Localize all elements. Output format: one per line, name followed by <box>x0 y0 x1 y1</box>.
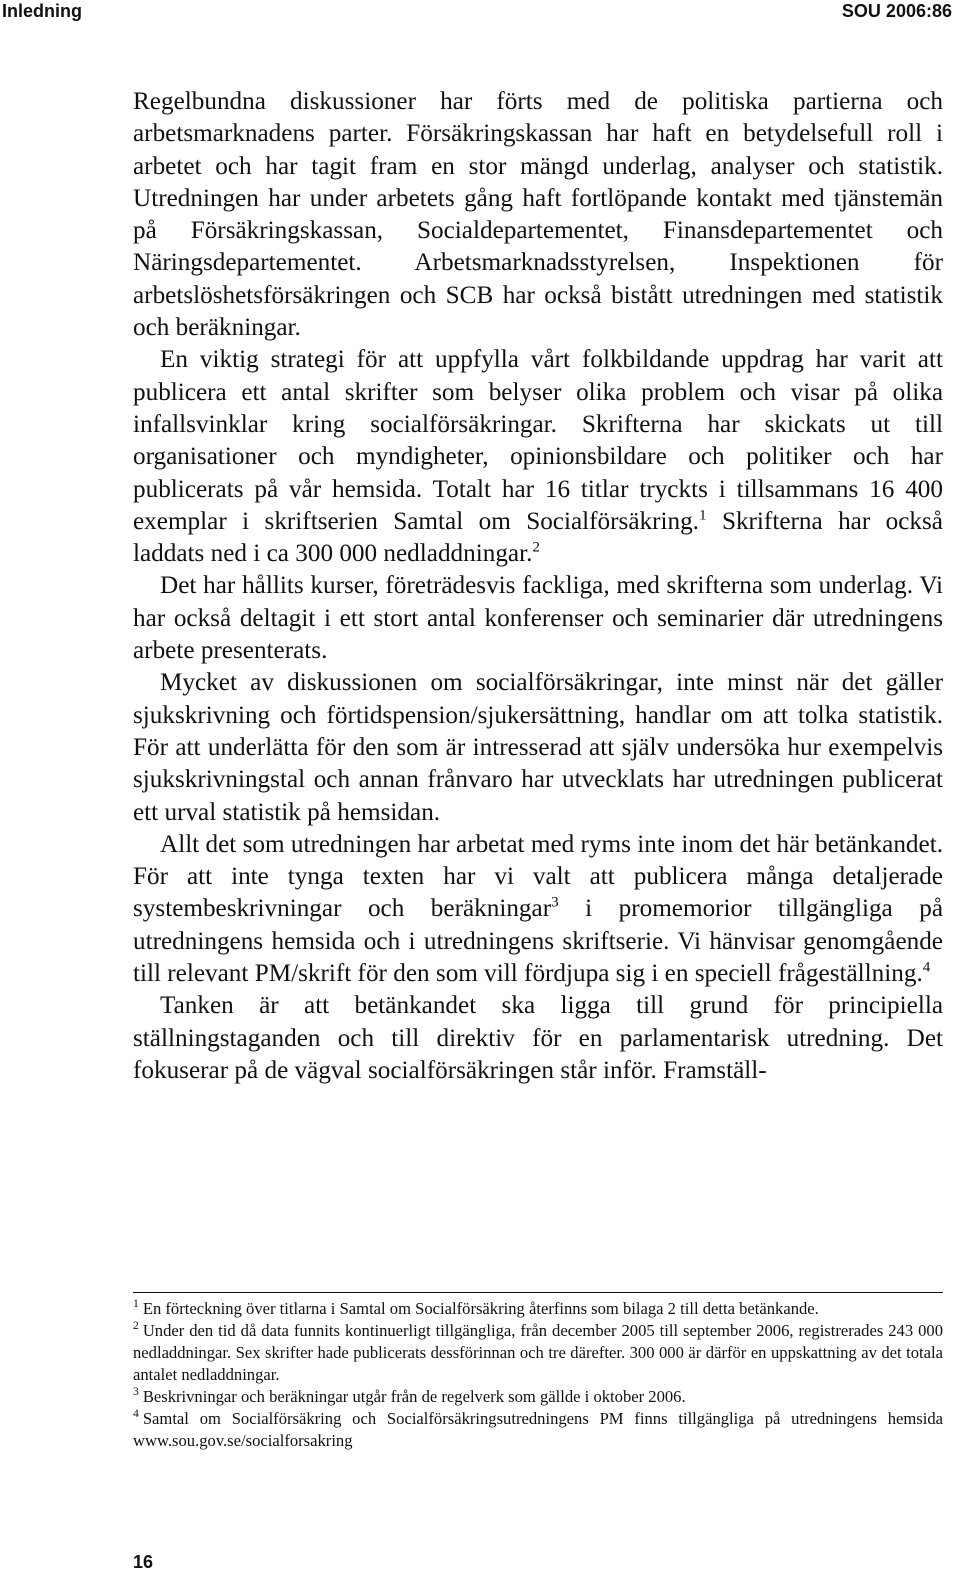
running-header <box>0 0 960 26</box>
body-text <box>133 86 943 1087</box>
paragraph-5-text-a: Allt det som utredningen har arbetat med ryms inte inom det här betänkandet. För att inte tynga texten har vi valt att publicera många detaljerade systembeskrivningar och beräkningar <box>133 830 943 923</box>
page-number: 16 <box>133 1552 154 1572</box>
paragraph-1: Regelbundna diskussioner har förts med de politiska partierna och arbetsmarknadens parter. Försäkringskassan har haft en betydelsefull roll i arbetet och har tagit fram en stor mängd underlag, analyser och statistik. Utredningen har under arbetets gång haft fortlöpande kontakt med tjänstemän på Försäkringskassan, Socialdepartementet, Finansdepartementet och Näringsdepartementet. Arbetsmarknadsstyrelsen, Inspektionen för arbetslöshetsförsäkringen och SCB har också bistått utredningen med statistik och beräkningar. <box>133 88 943 342</box>
paragraph-6: Tanken är att betänkandet ska ligga till grund för principiella ställningstaganden och till direktiv för en parlamentarisk utredning. Det fokuserar på de vägval socialförsäkringen står inför. Framställ- <box>133 992 943 1084</box>
footnote-3-text: Beskrivningar och beräkningar utgår från de regelverk som gällde i oktober 2006. <box>142 1387 686 1406</box>
paragraph-4: Mycket av diskussionen om socialförsäkringar, inte minst när det gäller sjukskrivning och förtidspension/sjukersättning, handlar om att tolka statistik. För att underlätta för den som är intresserad att själv undersöka hur exempelvis sjukskrivningstal och annan frånvaro har utvecklats har utredningen publicerat ett urval statistik på hemsidan. <box>133 669 943 826</box>
footnote-4-mark: 4 <box>133 1407 139 1421</box>
footnote-4 <box>133 1408 943 1452</box>
footnote-ref-3[interactable]: 3 <box>551 895 559 912</box>
footnote-ref-1[interactable]: 1 <box>698 507 707 524</box>
footnote-divider <box>133 1292 943 1293</box>
report-id: SOU 2006:86 <box>841 1 952 21</box>
footnote-3 <box>133 1386 943 1408</box>
footnote-4-text: Samtal om Socialförsäkring och Socialförsäkringsutredningens PM finns tillgängliga på utredningens hemsida www.sou.gov.se/socialforsakring <box>133 1409 943 1450</box>
footnote-1-text: En förteckning över titlarna i Samtal om Socialförsäkring återfinns som bilaga 2 till detta betänkande. <box>142 1299 819 1318</box>
paragraph-5-text-b: i promemorior tillgängliga på utredningens hemsida och i utredningens skriftserie. Vi hänvisar genomgående till relevant PM/skrift för den som vill fördjupa sig i en speciell frågeställning. <box>133 895 943 988</box>
footnote-ref-4[interactable]: 4 <box>922 959 931 976</box>
footnote-2-mark: 2 <box>133 1319 139 1333</box>
paragraph-3: Det har hållits kurser, företrädesvis fackliga, med skrifterna som underlag. Vi har också deltagit i ett stort antal konferenser och seminarier där utredningens arbete presenterats. <box>133 572 943 665</box>
paragraph-2 <box>133 344 943 570</box>
footnote-3-mark: 3 <box>133 1385 139 1399</box>
paragraph-5 <box>133 829 943 990</box>
footnote-ref-2[interactable]: 2 <box>532 539 540 556</box>
footnote-2-text: Under den tid då data funnits kontinuerligt tillgängliga, från december 2005 till september 2006, registrerades 243 000 nedladdningar. Sex skrifter hade publicerats dessförinnan och tre därefter. 300 000 är därför en uppskattning av det totala antalet nedladdningar. <box>133 1321 943 1384</box>
footnote-2 <box>133 1320 943 1386</box>
footnote-1-mark: 1 <box>133 1297 139 1311</box>
paragraph-2-text-a: En viktig strategi för att uppfylla vårt folkbildande uppdrag har varit att publicera ett antal skrifter som belyser olika problem och visar på olika infallsvinklar kring socialförsäkringar. Skrifterna har skickats ut till organisationer och myndigheter, opinionsbildare och politiker och har publicerats på vår hemsida. Totalt har 16 titlar tryckts i tillsammans 16 400 exemplar i skriftserien Samtal om Socialförsäkring. <box>133 346 943 535</box>
chapter-title: Inledning <box>2 1 82 21</box>
footnote-1 <box>133 1298 943 1320</box>
paragraph-2-text-b: Skrifterna har också laddats ned i ca 300 000 nedladdningar. <box>133 507 943 568</box>
footnotes <box>133 1298 943 1452</box>
